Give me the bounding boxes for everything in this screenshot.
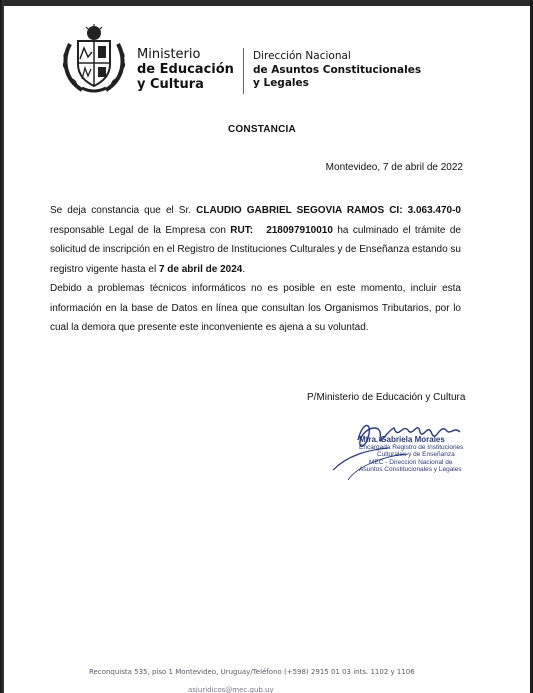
stamp-line-4: Asuntos Constitucionales y Legales <box>359 466 462 473</box>
direction-line-2: de Asuntos Constitucionales <box>253 63 422 76</box>
rut-number: 218097910010 <box>266 224 333 236</box>
stamp-line-2: Culturales y de Enseñanza <box>377 451 455 458</box>
scan-top-border <box>2 0 530 6</box>
paragraph-2: Debido a problemas técnicos informáticos no es posible en este momento, incluir esta información en la base de Datos en línea que consultan los Organismos Tributarios, por lo cual la demora que presente este inconveniente es ajena a su voluntad. <box>50 283 461 333</box>
document-title: CONSTANCIA <box>228 124 296 135</box>
ministry-name <box>137 47 234 92</box>
ministry-line-1: Ministerio <box>137 47 201 62</box>
coat-of-arms-logo <box>60 24 128 94</box>
stamp-line-3: MEC - Dirección Nacional de <box>369 458 453 466</box>
footer-address: Reconquista 535, piso 1 Montevideo, Uruguay/Teléfono (+598) 2915 01 03 ints. 1102 y 1106 <box>89 668 415 676</box>
direction-line-1: Dirección Nacional <box>253 50 351 62</box>
signatory-organization: P/Ministerio de Educación y Cultura <box>307 392 466 403</box>
document-page <box>2 0 530 693</box>
valid-until: 7 de abril de 2024 <box>158 263 243 275</box>
ministry-line-2: de Educación <box>137 62 234 77</box>
scan-left-border <box>2 0 4 693</box>
header-divider <box>243 48 244 94</box>
direction-line-3: y Legales <box>253 77 309 89</box>
ministry-line-3: y Cultura <box>137 77 204 92</box>
person-name: CLAUDIO GABRIEL SEGOVIA RAMOS CI: 3.063.470-0 <box>196 205 461 216</box>
paragraph-1: Se deja constancia que el Sr. CLAUDIO GABRIEL SEGOVIA RAMOS CI: 3.063.470-0 responsable Legal de la Empresa con RUT: 218097910010 ha culminado el trámite de solicitud de inscripción en el Registro de Instituciones Culturales y de Enseñanza estando su registro vigente hasta el 7 de abril de 2024. <box>50 205 461 275</box>
stamp-line-1: Encargada Registro de Instituciones <box>359 443 464 451</box>
document-date: Montevideo, 7 de abril de 2022 <box>325 162 463 173</box>
stamp-name: Mtra. Gabriela Morales <box>359 435 445 444</box>
signature-stamp <box>359 436 463 474</box>
footer-email: asjuridicos@mec.gub.uy <box>188 686 274 693</box>
direction-name <box>253 50 421 91</box>
rut-label: RUT: <box>230 224 254 236</box>
